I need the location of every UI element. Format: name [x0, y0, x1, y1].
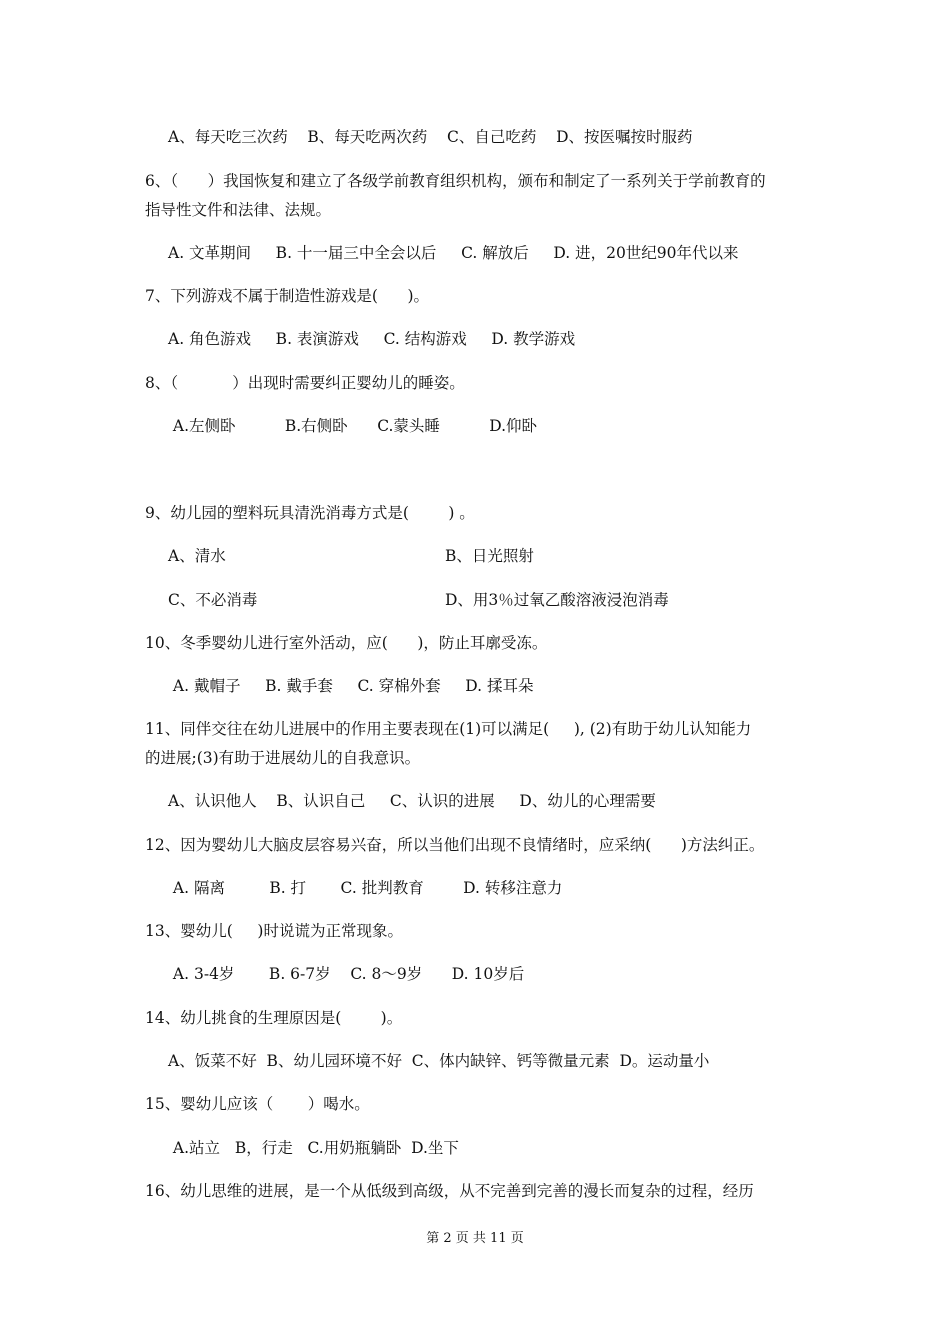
q8-options: A.左侧卧 B.右侧卧 C.蒙头睡 D.仰卧 — [168, 417, 538, 435]
q6-stem: 6、（ ）我国恢复和建立了各级学前教育组织机构，颁布和制定了一系列关于学前教育的 — [145, 172, 766, 190]
q12-options: A. 隔离 B. 打 C. 批判教育 D. 转移注意力 — [168, 879, 563, 897]
q12-stem: 12、因为婴幼儿大脑皮层容易兴奋，所以当他们出现不良情绪时，应采纳( )方法纠正。 — [145, 836, 765, 854]
q15-stem: 15、婴幼儿应该（ ）喝水。 — [145, 1095, 370, 1113]
q14-options: A、饭菜不好 B、幼儿园环境不好 C、体内缺锌、钙等微量元素 D。运动量小 — [168, 1052, 710, 1070]
q10-options: A. 戴帽子 B. 戴手套 C. 穿棉外套 D. 揉耳朵 — [168, 677, 534, 695]
q10-stem: 10、冬季婴幼儿进行室外活动，应( )，防止耳廓受冻。 — [145, 634, 548, 652]
q9-option-b: B、日光照射 — [445, 547, 534, 565]
page-footer: 第 2 页 共 11 页 — [426, 1231, 524, 1246]
q9-option-a: A、清水 — [168, 547, 226, 565]
q6-options: A. 文革期间 B. 十一届三中全会以后 C. 解放后 D. 进，20世纪90年代以来 — [168, 244, 739, 262]
q15-options: A.站立 B，行走 C.用奶瓶躺卧 D.坐下 — [168, 1139, 459, 1157]
q16-stem: 16、幼儿思维的进展，是一个从低级到高级，从不完善到完善的漫长而复杂的过程，经历 — [145, 1182, 754, 1200]
q14-stem: 14、幼儿挑食的生理原因是( )。 — [145, 1009, 403, 1027]
q9-stem: 9、幼儿园的塑料玩具清洗消毒方式是( ) 。 — [145, 504, 475, 522]
q8-stem: 8、（ ）出现时需要纠正婴幼儿的睡姿。 — [145, 374, 465, 392]
q11-options: A、认识他人 B、认识自己 C、认识的进展 D、幼儿的心理需要 — [168, 792, 656, 810]
q9-option-c: C、不必消毒 — [168, 591, 258, 609]
q7-stem: 7、下列游戏不属于制造性游戏是( )。 — [145, 287, 430, 305]
q7-options: A. 角色游戏 B. 表演游戏 C. 结构游戏 D. 教学游戏 — [168, 330, 576, 348]
q5-options: A、每天吃三次药 B、每天吃两次药 C、自己吃药 D、按医嘱按时服药 — [168, 128, 693, 146]
q6-stem-cont: 指导性文件和法律、法规。 — [145, 201, 332, 219]
q9-option-d: D、用3％过氧乙酸溶液浸泡消毒 — [445, 591, 669, 609]
q11-stem-cont: 的进展;(3)有助于进展幼儿的自我意识。 — [145, 749, 421, 767]
q11-stem: 11、同伴交往在幼儿进展中的作用主要表现在(1)可以满足( ), (2)有助于幼儿认知能力 — [145, 720, 752, 738]
q13-options: A. 3-4岁 B. 6-7岁 C. 8～9岁 D. 10岁后 — [168, 965, 525, 983]
q13-stem: 13、婴幼儿( )时说谎为正常现象。 — [145, 922, 403, 940]
